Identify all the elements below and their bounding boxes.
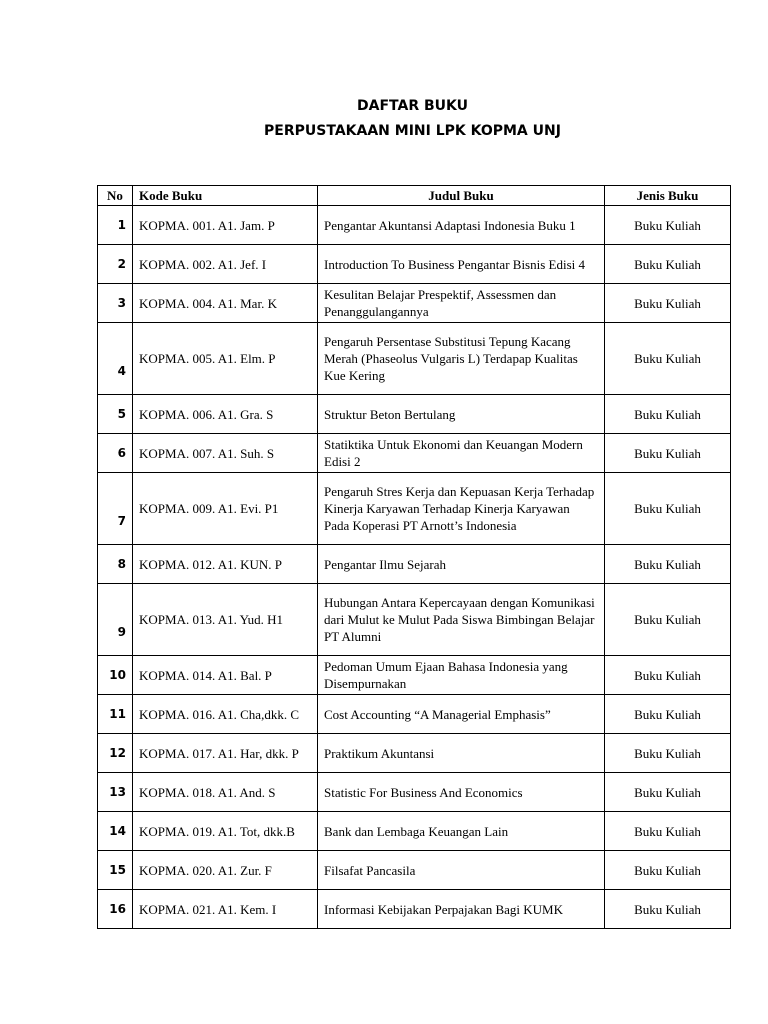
table-row xyxy=(98,206,731,245)
book-title: Pedoman Umum Ejaan Bahasa Indonesia yang Disempurnakan xyxy=(318,656,605,695)
book-title: Hubungan Antara Kepercayaan dengan Komunikasi dari Mulut ke Mulut Pada Siswa Bimbingan Belajar PT Alumni xyxy=(318,584,605,656)
table-row xyxy=(98,473,731,545)
header-jenis-buku: Jenis Buku xyxy=(605,186,731,206)
table-row xyxy=(98,245,731,284)
table-row xyxy=(98,323,731,395)
row-number: 15 xyxy=(98,851,133,890)
book-title: Pengantar Ilmu Sejarah xyxy=(318,545,605,584)
book-title: Pengaruh Persentase Substitusi Tepung Kacang Merah (Phaseolus Vulgaris L) Terdapap Kualitas Kue Kering xyxy=(318,323,605,395)
book-type: Buku Kuliah xyxy=(605,323,731,395)
table-row xyxy=(98,656,731,695)
book-code: KOPMA. 005. A1. Elm. P xyxy=(133,323,318,395)
book-title: Pengantar Akuntansi Adaptasi Indonesia Buku 1 xyxy=(318,206,605,245)
book-code: KOPMA. 001. A1. Jam. P xyxy=(133,206,318,245)
book-code: KOPMA. 009. A1. Evi. P1 xyxy=(133,473,318,545)
document-subtitle: PERPUSTAKAAN MINI LPK KOPMA UNJ xyxy=(264,123,561,139)
table-row xyxy=(98,695,731,734)
table-header-row xyxy=(98,186,731,206)
book-type: Buku Kuliah xyxy=(605,584,731,656)
book-type: Buku Kuliah xyxy=(605,284,731,323)
table-row xyxy=(98,395,731,434)
row-number: 8 xyxy=(98,545,133,584)
row-number: 6 xyxy=(98,434,133,473)
book-type: Buku Kuliah xyxy=(605,245,731,284)
book-type: Buku Kuliah xyxy=(605,773,731,812)
row-number: 16 xyxy=(98,890,133,929)
book-title: Introduction To Business Pengantar Bisnis Edisi 4 xyxy=(318,245,605,284)
book-title: Statiktika Untuk Ekonomi dan Keuangan Modern Edisi 2 xyxy=(318,434,605,473)
book-type: Buku Kuliah xyxy=(605,656,731,695)
book-type: Buku Kuliah xyxy=(605,545,731,584)
book-code: KOPMA. 013. A1. Yud. H1 xyxy=(133,584,318,656)
book-code: KOPMA. 007. A1. Suh. S xyxy=(133,434,318,473)
book-title: Praktikum Akuntansi xyxy=(318,734,605,773)
header-kode-buku: Kode Buku xyxy=(133,186,318,206)
row-number: 5 xyxy=(98,395,133,434)
book-title: Bank dan Lembaga Keuangan Lain xyxy=(318,812,605,851)
table-row xyxy=(98,773,731,812)
row-number: 7 xyxy=(98,473,133,545)
book-code: KOPMA. 020. A1. Zur. F xyxy=(133,851,318,890)
book-type: Buku Kuliah xyxy=(605,734,731,773)
book-title: Pengaruh Stres Kerja dan Kepuasan Kerja Terhadap Kinerja Karyawan Terhadap Kinerja Karyawan Pada Koperasi PT Arnott’s Indonesia xyxy=(318,473,605,545)
book-code: KOPMA. 002. A1. Jef. I xyxy=(133,245,318,284)
book-code: KOPMA. 006. A1. Gra. S xyxy=(133,395,318,434)
row-number: 3 xyxy=(98,284,133,323)
row-number: 12 xyxy=(98,734,133,773)
row-number: 13 xyxy=(98,773,133,812)
book-type: Buku Kuliah xyxy=(605,695,731,734)
book-type: Buku Kuliah xyxy=(605,473,731,545)
book-type: Buku Kuliah xyxy=(605,434,731,473)
header-judul-buku: Judul Buku xyxy=(318,186,605,206)
book-type: Buku Kuliah xyxy=(605,851,731,890)
book-type: Buku Kuliah xyxy=(605,890,731,929)
book-title: Informasi Kebijakan Perpajakan Bagi KUMK xyxy=(318,890,605,929)
header-no: No xyxy=(98,186,133,206)
row-number: 10 xyxy=(98,656,133,695)
book-code: KOPMA. 014. A1. Bal. P xyxy=(133,656,318,695)
document-header xyxy=(0,94,768,144)
book-code: KOPMA. 017. A1. Har, dkk. P xyxy=(133,734,318,773)
book-code: KOPMA. 004. A1. Mar. K xyxy=(133,284,318,323)
document-title: DAFTAR BUKU xyxy=(357,98,468,114)
row-number: 4 xyxy=(98,323,133,395)
row-number: 1 xyxy=(98,206,133,245)
book-code: KOPMA. 016. A1. Cha,dkk. C xyxy=(133,695,318,734)
row-number: 9 xyxy=(98,584,133,656)
book-title: Kesulitan Belajar Prespektif, Assessmen dan Penanggulangannya xyxy=(318,284,605,323)
row-number: 11 xyxy=(98,695,133,734)
book-type: Buku Kuliah xyxy=(605,812,731,851)
table-row xyxy=(98,584,731,656)
table-row xyxy=(98,812,731,851)
row-number: 14 xyxy=(98,812,133,851)
book-code: KOPMA. 021. A1. Kem. I xyxy=(133,890,318,929)
book-code: KOPMA. 012. A1. KUN. P xyxy=(133,545,318,584)
book-type: Buku Kuliah xyxy=(605,206,731,245)
book-title: Statistic For Business And Economics xyxy=(318,773,605,812)
book-type: Buku Kuliah xyxy=(605,395,731,434)
table-row xyxy=(98,434,731,473)
table-row xyxy=(98,734,731,773)
table-row xyxy=(98,851,731,890)
table-row xyxy=(98,284,731,323)
table-row xyxy=(98,545,731,584)
book-title: Cost Accounting “A Managerial Emphasis” xyxy=(318,695,605,734)
book-title: Filsafat Pancasila xyxy=(318,851,605,890)
row-number: 2 xyxy=(98,245,133,284)
book-table xyxy=(97,185,731,929)
book-code: KOPMA. 019. A1. Tot, dkk.B xyxy=(133,812,318,851)
book-code: KOPMA. 018. A1. And. S xyxy=(133,773,318,812)
table-row xyxy=(98,890,731,929)
book-title: Struktur Beton Bertulang xyxy=(318,395,605,434)
